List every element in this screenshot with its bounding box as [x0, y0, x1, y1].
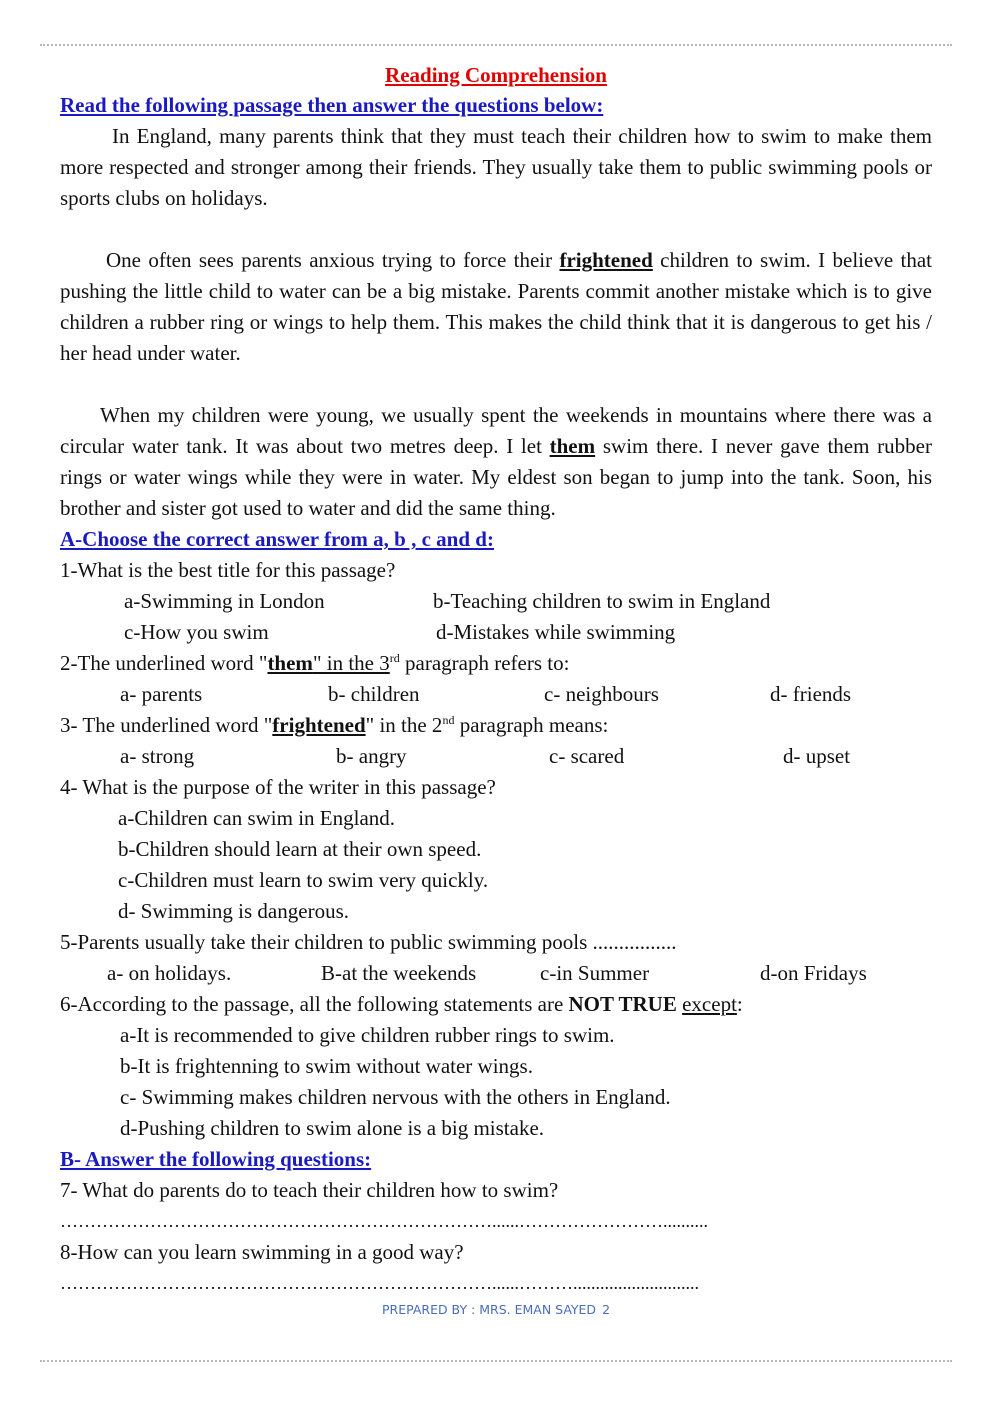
- q2-pre: 2-The underlined word ": [60, 651, 268, 675]
- q6-post: :: [736, 992, 743, 1016]
- q6-option-c[interactable]: c- Swimming makes children nervous with the others in England.: [120, 1085, 671, 1109]
- q3-options-row: [60, 741, 932, 772]
- q3-pre: 3- The underlined word ": [60, 713, 273, 737]
- q4-option-d[interactable]: d- Swimming is dangerous.: [118, 899, 349, 923]
- q3-word: frightened: [272, 713, 366, 737]
- q2-mid: " in the 3: [312, 651, 390, 675]
- question-5: 5-Parents usually take their children to public swimming pools ................: [60, 930, 677, 954]
- question-7: 7- What do parents do to teach their children how to swim?: [60, 1178, 559, 1202]
- bottom-dotted-border: [40, 1360, 952, 1362]
- q2-post: paragraph refers to:: [399, 651, 570, 675]
- q6-pre: 6-According to the passage, all the following statements are: [60, 992, 569, 1016]
- q2-option-b[interactable]: b- children: [328, 682, 420, 706]
- worksheet: [60, 60, 932, 1299]
- instruction-heading: Read the following passage then answer the questions below:: [60, 93, 604, 117]
- q1-option-d[interactable]: d-Mistakes while swimming: [436, 620, 676, 644]
- q1-option-c[interactable]: c-How you swim: [124, 620, 269, 644]
- question-6: [60, 989, 932, 1020]
- underlined-word-them: them: [549, 434, 596, 458]
- p1-text: In England, many parents think that they must teach their children how to swim to make them more respected and stronger among their friends. They usually take them to public swimming pools or sports clubs on holidays.: [60, 124, 932, 210]
- passage-paragraph-2: [60, 245, 932, 369]
- q3-mid: " in the 2: [365, 713, 443, 737]
- p2-text-after: children to swim. I believe that pushing the little child to water can be a big mistake. Parents commit another mistake which is to give children a rubber ring or wings to help them. This makes the child think that it is dangerous to get his / her head under water.: [60, 248, 933, 365]
- q3-option-b[interactable]: b- angry: [336, 744, 407, 768]
- question-1: 1-What is the best title for this passage?: [60, 558, 396, 582]
- question-2: [60, 648, 932, 679]
- top-dotted-border: [40, 44, 952, 46]
- q2-option-c[interactable]: c- neighbours: [544, 682, 659, 706]
- underlined-word-frightened: frightened: [559, 248, 653, 272]
- q4-option-a[interactable]: a-Children can swim in England.: [118, 806, 396, 830]
- q3-option-a[interactable]: a- strong: [120, 744, 195, 768]
- q7-answer-line[interactable]: ………………………………………………………………......……………………..........: [60, 1211, 708, 1231]
- q5-option-a[interactable]: a- on holidays.: [107, 961, 232, 985]
- q3-option-c[interactable]: c- scared: [549, 744, 625, 768]
- q5-options-row: [60, 958, 932, 989]
- q1-options-row-1: [60, 586, 932, 617]
- q6-except: except: [682, 992, 737, 1016]
- q1-option-a[interactable]: a-Swimming in London: [124, 589, 325, 613]
- q3-option-d[interactable]: d- upset: [783, 744, 851, 768]
- q6-option-d[interactable]: d-Pushing children to swim alone is a big mistake.: [120, 1116, 545, 1140]
- question-4: 4- What is the purpose of the writer in this passage?: [60, 775, 496, 799]
- p3-text-before: When my children were young, we usually spent the weekends in mountains where there was a circular water tank. It was about two metres deep. I let: [60, 403, 932, 458]
- q5-option-c[interactable]: c-in Summer: [540, 961, 650, 985]
- q3-sup: nd: [442, 713, 455, 727]
- passage-paragraph-1: [60, 121, 932, 214]
- q3-post: paragraph means:: [454, 713, 609, 737]
- q2-word: them: [267, 651, 313, 675]
- q4-option-b[interactable]: b-Children should learn at their own speed.: [118, 837, 482, 861]
- p2-text-before: One often sees parents anxious trying to force their: [106, 248, 560, 272]
- question-3: [60, 710, 932, 741]
- q2-option-d[interactable]: d- friends: [770, 682, 852, 706]
- q1-option-b[interactable]: b-Teaching children to swim in England: [433, 589, 771, 613]
- p3-text-after: swim there. I never gave them rubber rings or water wings while they were in water. My eldest son began to jump into the tank. Soon, his brother and sister got used to water and did the same thing.: [60, 434, 932, 520]
- passage-paragraph-3: [60, 400, 932, 524]
- section-b-heading: B- Answer the following questions:: [60, 1147, 372, 1171]
- q6-option-a[interactable]: a-It is recommended to give children rubber rings to swim.: [120, 1023, 615, 1047]
- question-8: 8-How can you learn swimming in a good way?: [60, 1240, 464, 1264]
- q2-sup: rd: [389, 651, 400, 665]
- q8-answer-line[interactable]: ………………………………………………………………......………............................: [60, 1273, 699, 1293]
- q5-option-d[interactable]: d-on Fridays: [760, 961, 867, 985]
- section-a-heading: A-Choose the correct answer from a, b , c and d:: [60, 527, 494, 551]
- page-footer: [0, 1302, 992, 1317]
- page-number: 2: [602, 1302, 611, 1317]
- q1-options-row-2: [60, 617, 932, 648]
- q4-option-c[interactable]: c-Children must learn to swim very quickly.: [118, 868, 489, 892]
- q6-option-b[interactable]: b-It is frightenning to swim without water wings.: [120, 1054, 533, 1078]
- q2-options-row: [60, 679, 932, 710]
- q5-option-b[interactable]: B-at the weekends: [321, 961, 477, 985]
- page-title: Reading Comprehension: [385, 63, 607, 87]
- footer-prepared-by: PREPARED BY : MRS. EMAN SAYED: [381, 1302, 597, 1317]
- q6-not-true: NOT TRUE: [568, 992, 677, 1016]
- q2-option-a[interactable]: a- parents: [120, 682, 203, 706]
